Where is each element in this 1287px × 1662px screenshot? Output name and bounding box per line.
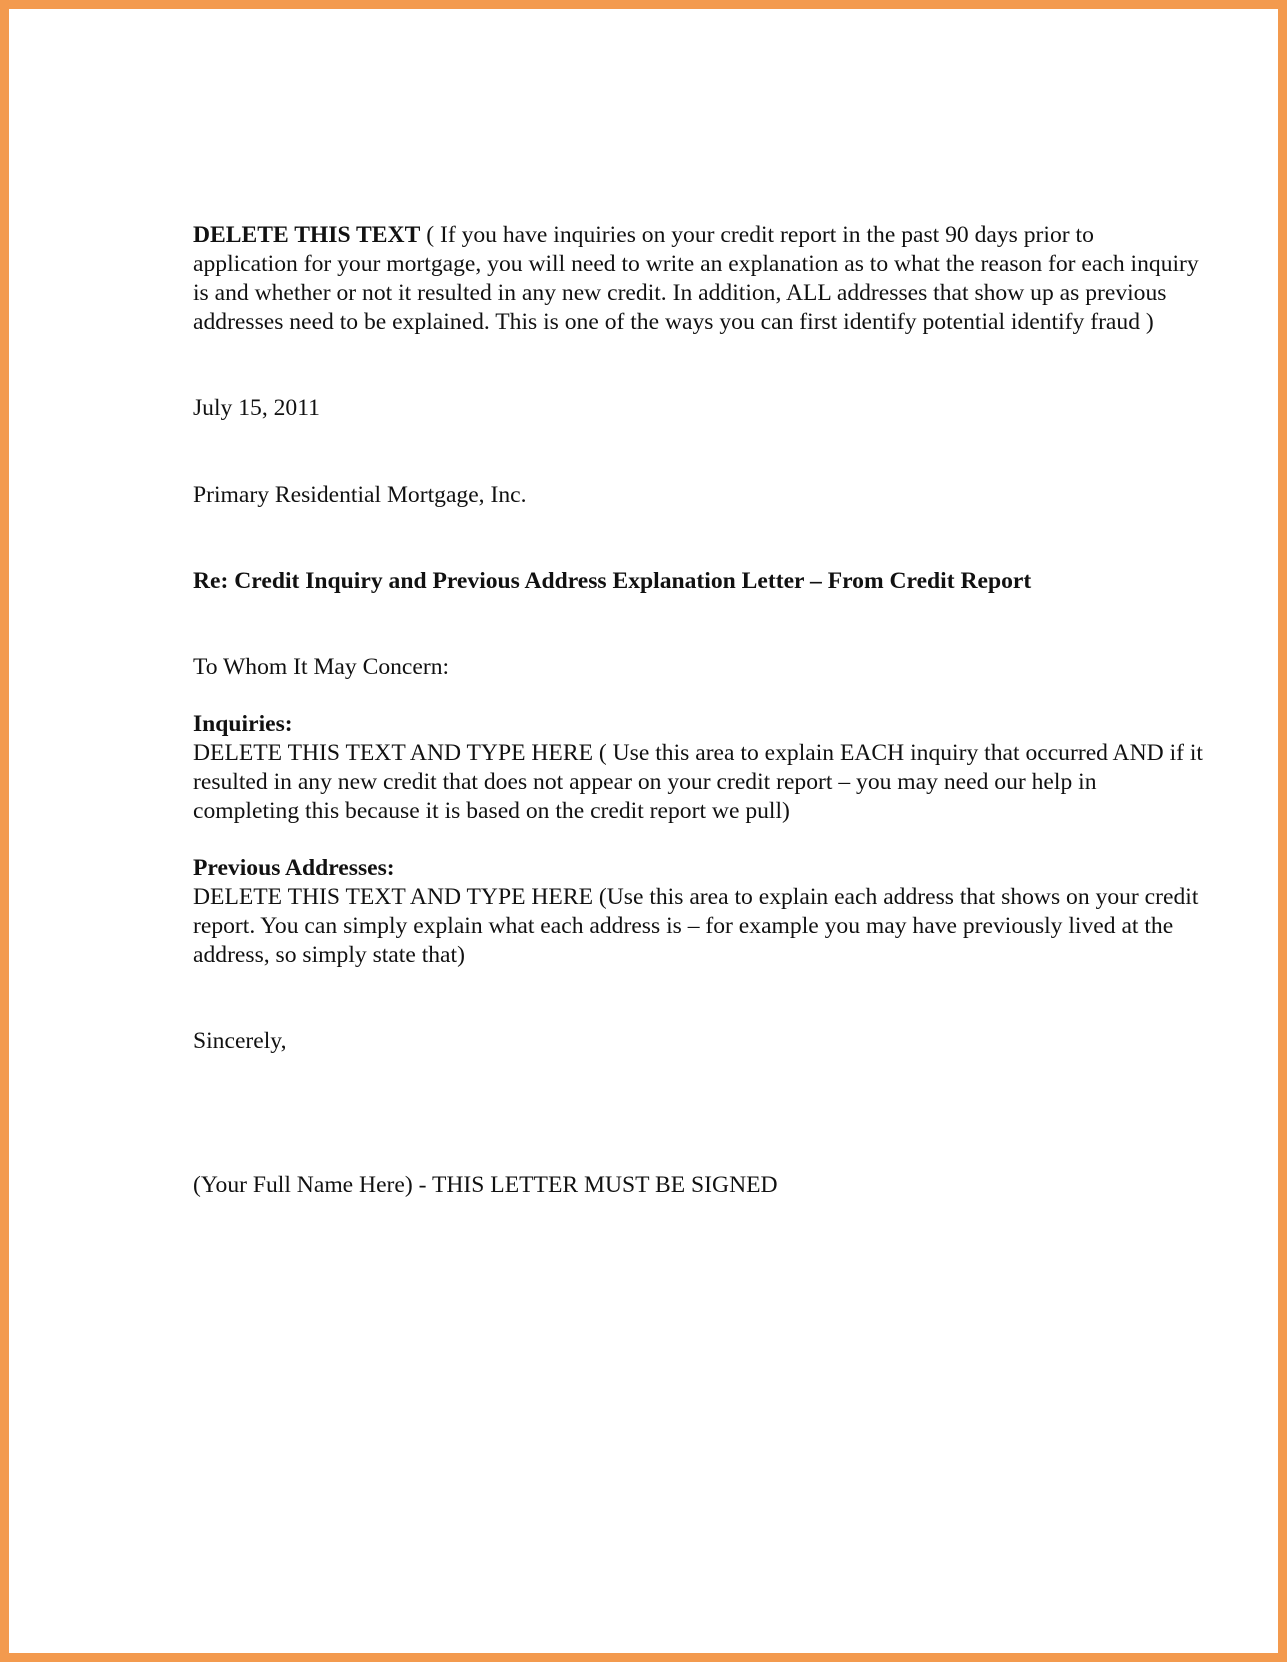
letter-date: July 15, 2011 xyxy=(193,395,320,421)
letter-body xyxy=(193,221,1203,1200)
subject-line: Re: Credit Inquiry and Previous Address Explanation Letter – From Credit Report xyxy=(193,568,1032,594)
intro-delete-label: DELETE THIS TEXT xyxy=(193,222,421,248)
addresses-text: DELETE THIS TEXT AND TYPE HERE (Use this area to explain each address that shows on your credit report. You can simply explain what each address is – for example you may have previously lived at the address, so simply state that) xyxy=(193,884,1199,968)
intro-paragraph xyxy=(193,221,1203,337)
addresses-heading: Previous Addresses: xyxy=(193,855,395,881)
salutation: To Whom It May Concern: xyxy=(193,654,450,680)
intro-instructions: ( If you have inquiries on your credit report in the past 90 days prior to application for your mortgage, you will need to write an explanation as to what the reason for each inquiry is and whether or not it resulted in any new credit. In addition, ALL addresses that show up as previous addresses need to be explained. This is one of the ways you can first identify potential identify fraud ) xyxy=(193,222,1199,335)
inquiries-text: DELETE THIS TEXT AND TYPE HERE ( Use this area to explain EACH inquiry that occurred AND if it resulted in any new credit that does not appear on your credit report – you may need our help in completing this because it is based on the credit report we pull) xyxy=(193,740,1203,824)
signature-line: (Your Full Name Here) - THIS LETTER MUST BE SIGNED xyxy=(193,1172,778,1198)
inquiries-heading: Inquiries: xyxy=(193,711,293,737)
closing: Sincerely, xyxy=(193,1028,287,1054)
recipient-name: Primary Residential Mortgage, Inc. xyxy=(193,482,527,508)
